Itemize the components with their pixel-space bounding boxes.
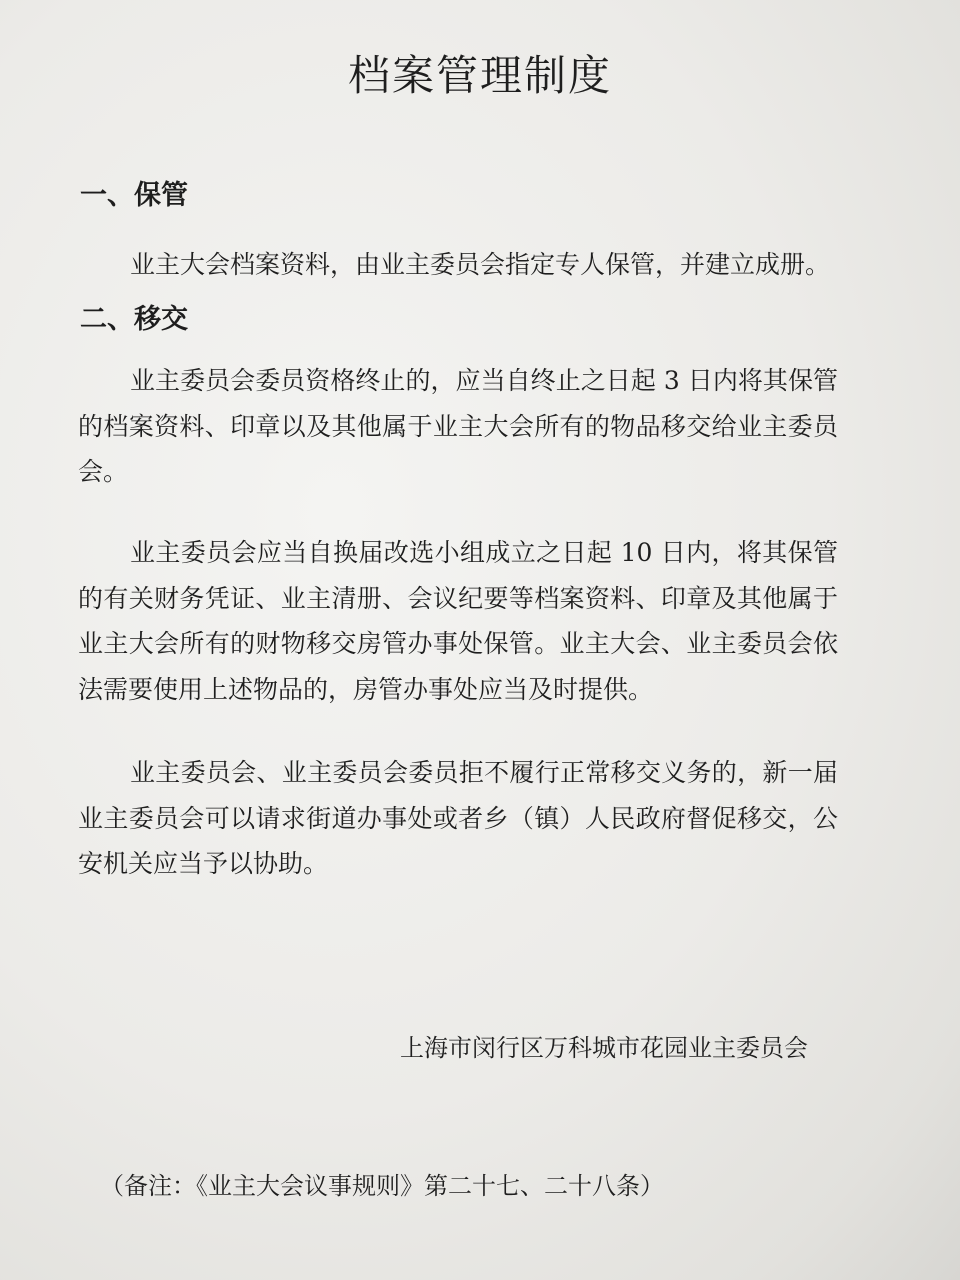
paragraph-transfer-3: 业主委员会、业主委员会委员拒不履行正常移交义务的，新一届业主委员会可以请求街道办事处或者乡（镇）人民政府督促移交，公安机关应当予以协助。 [78, 758, 838, 879]
document-title: 档案管理制度 [347, 51, 612, 100]
section-heading-transfer: 二、移交 [80, 304, 188, 335]
paragraph-transfer-1: 业主委员会委员资格终止的，应当自终止之日起 3 日内将其保管的档案资料、印章以及其他属于业主大会所有的物品移交给业主委员会。 [78, 366, 838, 487]
paragraph-storage: 业主大会档案资料，由业主委员会指定专人保管，并建立成册。 [130, 250, 831, 279]
paragraph-transfer-2: 业主委员会应当自换届改选小组成立之日起 10 日内，将其保管的有关财务凭证、业主清册、会议纪要等档案资料、印章及其他属于业主大会所有的财物移交房管办事处保管。业主大会、业主委员会依法需要使用上述物品的，房管办事处应当及时提供。 [78, 538, 838, 704]
section-heading-storage: 一、保管 [80, 180, 188, 211]
footnote: （备注：《业主大会议事规则》第二十七、二十八条） [100, 1172, 664, 1200]
committee-signature: 上海市闵行区万科城市花园业主委员会 [400, 1034, 808, 1062]
